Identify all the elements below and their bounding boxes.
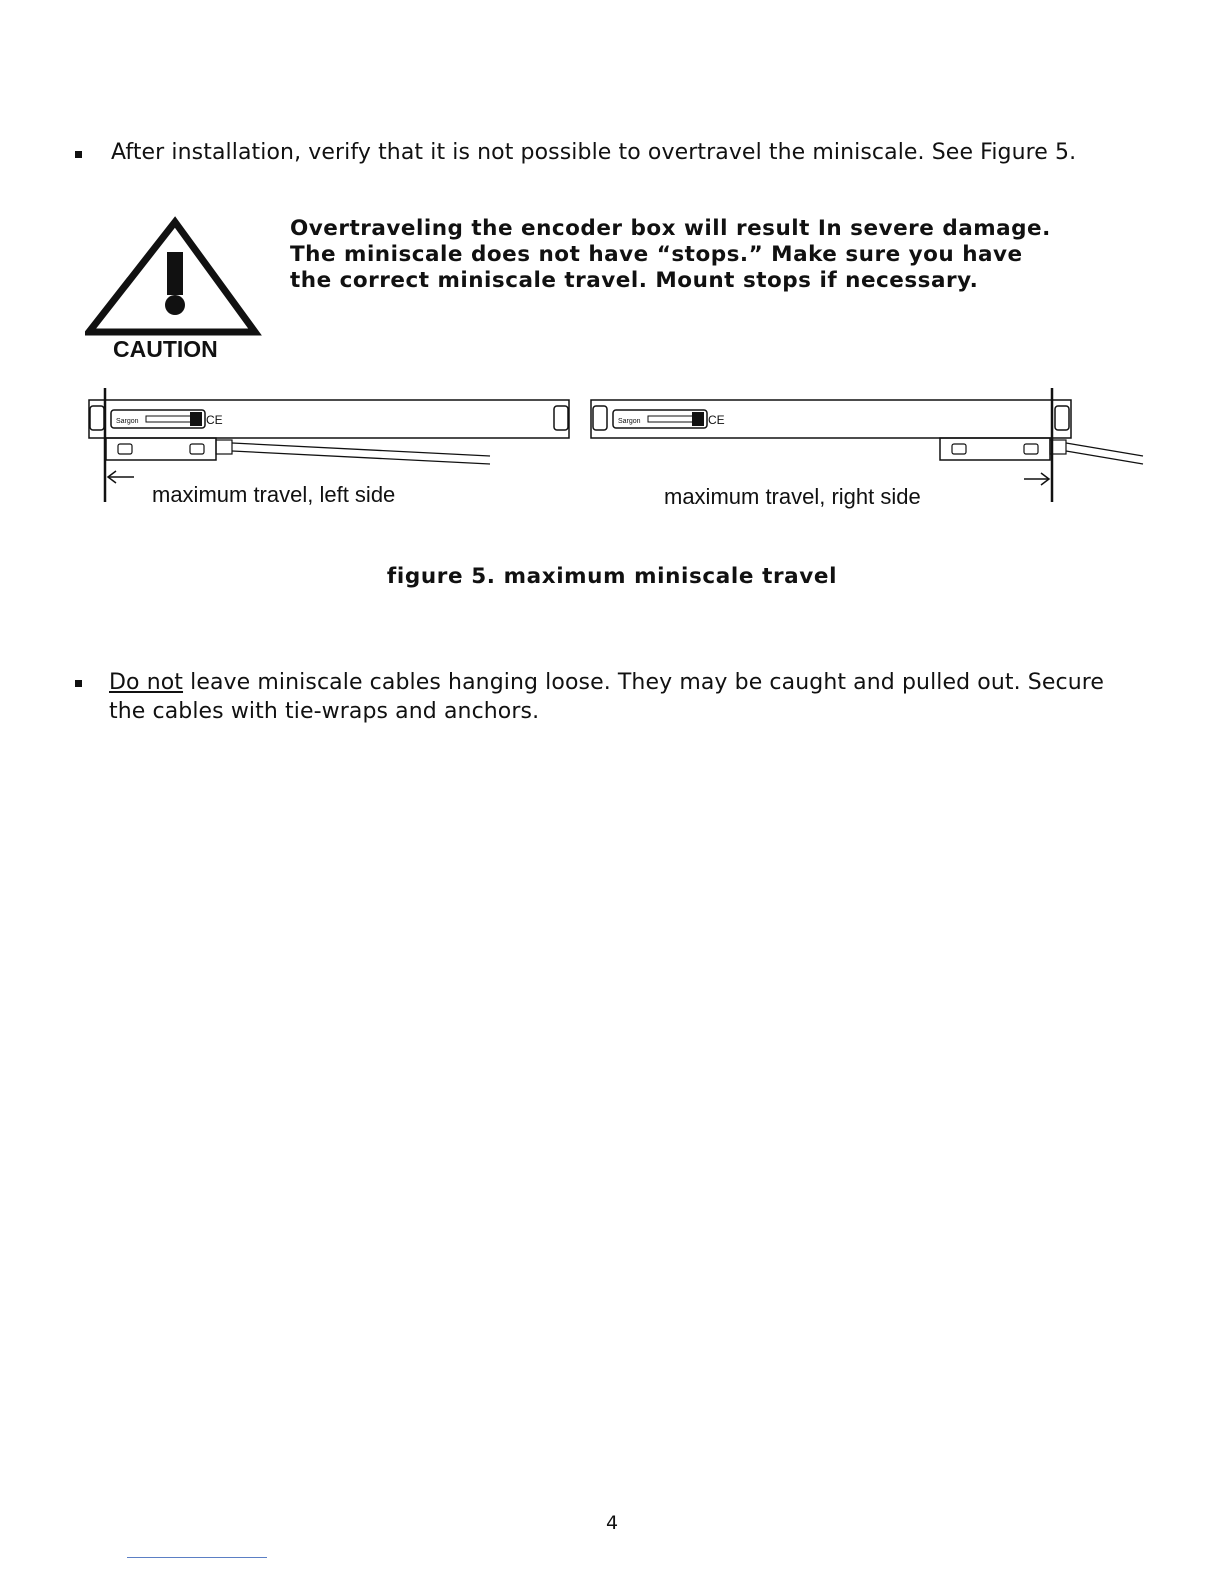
page-number: 4 xyxy=(605,1512,619,1534)
emphasis-do-not: Do not xyxy=(109,670,184,695)
bullet-marker xyxy=(75,151,82,158)
left-travel-label: maximum travel, left side xyxy=(152,482,396,507)
warning-triangle-icon xyxy=(85,216,265,336)
right-travel-label: maximum travel, right side xyxy=(664,484,921,509)
caution-line-2: The miniscale does not have “stops.” Make sure you have xyxy=(290,242,1023,267)
bullet-text-cables-line2: the cables with tie-wraps and anchors. xyxy=(109,699,540,724)
left-ce-mark: CE xyxy=(206,413,223,427)
right-ce-mark: CE xyxy=(708,413,725,427)
bullet-text-overtravel: After installation, verify that it is not possible to overtravel the miniscale. See Figure 5. xyxy=(111,140,1077,165)
caution-message xyxy=(290,216,1150,294)
right-brand-label: Sargon xyxy=(618,418,641,425)
bullet-text-cables xyxy=(109,668,1189,726)
figure-caption: figure 5. maximum miniscale travel xyxy=(386,564,838,589)
footer-rule xyxy=(127,1557,267,1558)
caution-line-1: Overtraveling the encoder box will result In severe damage. xyxy=(290,216,1051,241)
left-brand-label: Sargon xyxy=(116,418,139,425)
bullet-text-cables-line1: leave miniscale cables hanging loose. They may be caught and pulled out. Secure xyxy=(183,670,1105,695)
bullet-marker xyxy=(75,680,82,687)
caution-line-3: the correct miniscale travel. Mount stops if necessary. xyxy=(290,268,979,293)
caution-label: CAUTION xyxy=(113,336,218,362)
